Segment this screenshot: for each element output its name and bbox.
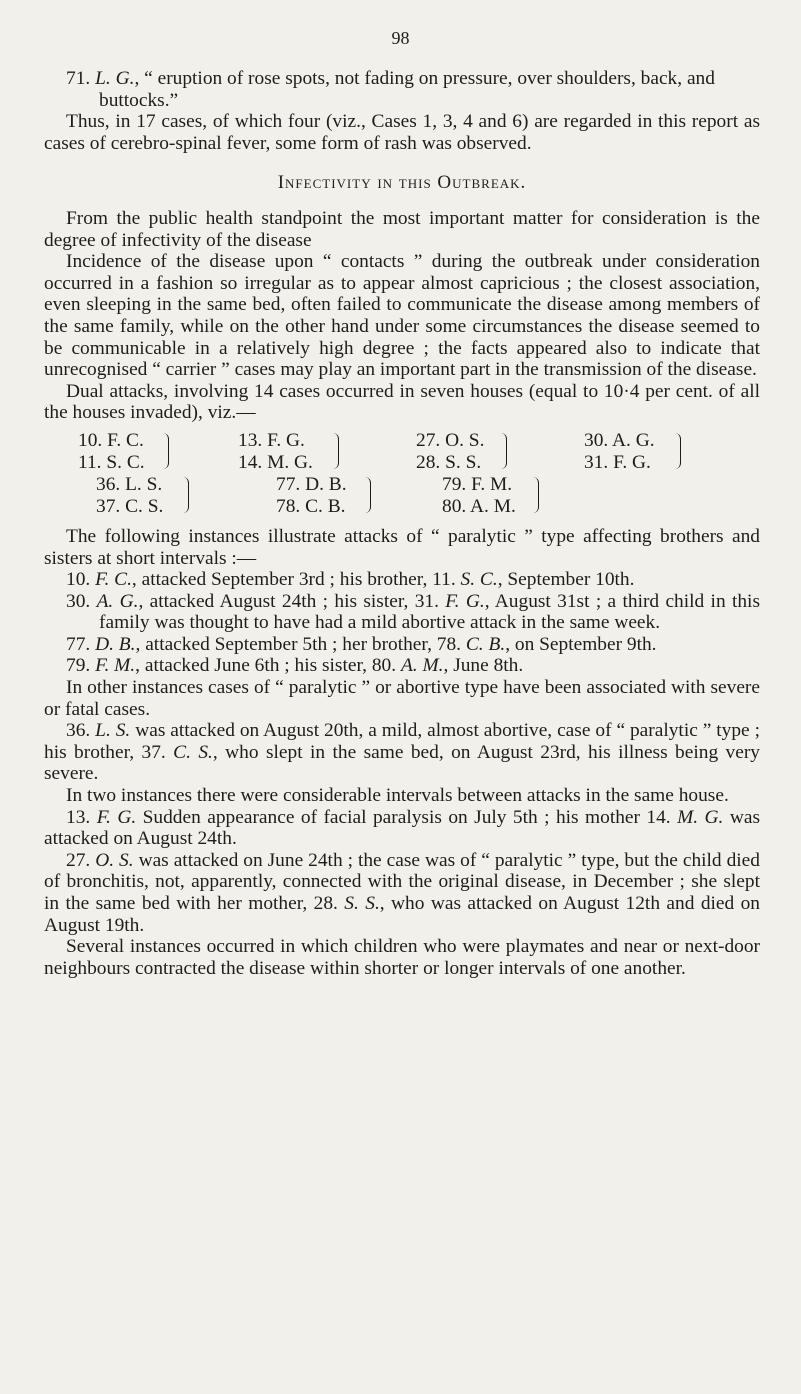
pair-entry: 13. F. G. <box>238 429 305 451</box>
pair-entry: 79. F. M. <box>442 473 513 495</box>
pair-group <box>238 430 313 474</box>
case-text: , June 8th. <box>443 655 524 677</box>
case-number: 10. <box>66 569 96 591</box>
case-number: 71. <box>66 68 96 89</box>
brace-icon <box>674 433 681 469</box>
case-initials: F. M. <box>95 655 136 677</box>
dual-attack-pairs <box>44 430 760 518</box>
case-text: , on September 9th. <box>505 633 657 655</box>
paragraph-following: The following instances illustrate attacks of “ paralytic ” type affecting brothers and sisters at short intervals :— <box>44 525 760 569</box>
case-text: , September 10th. <box>497 569 635 591</box>
case-initials: M. G. <box>677 806 724 828</box>
case-initials: D. B. <box>95 633 136 655</box>
pairs-row-2 <box>44 474 760 518</box>
case-initials: L. S. <box>95 720 131 742</box>
brace-icon <box>532 477 539 513</box>
pair-entry: 11. S. C. <box>78 451 145 473</box>
case-text: was attacked on August 20th, a mild, almost abortive, case of “ paralytic ” type ; his brother, 37. <box>44 720 760 763</box>
page-number: 98 <box>391 28 410 48</box>
case-number: 27. <box>66 849 96 871</box>
case-text: , attacked September 5th ; her brother, 78. <box>135 633 466 655</box>
case-text: , who was attacked on August 12th and died on August 19th. <box>44 893 760 936</box>
case-initials: F. G. <box>96 806 137 828</box>
case-initials: F. G. <box>445 590 485 612</box>
brace-icon <box>332 433 339 469</box>
case-10-paragraph <box>44 569 760 591</box>
case-text: , attacked August 24th ; his sister, 31. <box>138 590 446 612</box>
brace-icon <box>182 477 189 513</box>
case-text: , attacked September 3rd ; his brother, 11. <box>131 569 461 591</box>
case-71-paragraph <box>44 68 760 111</box>
pair-entry: 80. A. M. <box>442 495 516 517</box>
case-initials: F. C. <box>95 569 132 591</box>
pair-entry: 77. D. B. <box>276 473 347 495</box>
case-text: , “ eruption of rose spots, not fading on pressure, over shoulders, back, and buttocks.” <box>99 68 715 111</box>
pair-entry: 27. O. S. <box>416 429 485 451</box>
case-36-paragraph <box>44 720 760 785</box>
pair-group <box>276 474 347 518</box>
pair-group <box>442 474 516 518</box>
pair-entry: 30. A. G. <box>584 429 655 451</box>
case-number: 13. <box>66 806 97 828</box>
pair-entry: 14. M. G. <box>238 451 313 473</box>
case-number: 79. <box>66 655 96 677</box>
paragraph-two-instances: In two instances there were considerable intervals between attacks in the same house. <box>66 785 729 807</box>
paragraph-dual-attacks: Dual attacks, involving 14 cases occurred in seven houses (equal to 10·4 per cent. of all the houses invaded), viz.— <box>44 380 760 424</box>
brace-icon <box>162 433 169 469</box>
case-text: Sudden appearance of facial paralysis on July 5th ; his mother 14. <box>136 806 678 828</box>
pair-group <box>96 474 163 518</box>
case-initials: O. S. <box>95 849 134 871</box>
case-30-paragraph <box>44 591 760 634</box>
pair-entry: 36. L. S. <box>96 473 163 495</box>
paragraph-incidence: Incidence of the disease upon “ contacts ” during the outbreak under consideration occurred in a fashion so irregular as to appear almost capricious ; the closest association, even sleeping in the same bed, often failed to communicate the disease among members of the same family, while on the other hand under some circumstances the disease seemed to be communicable in a relatively high degree ; the facts appeared also to indicate that unrecognised “ carrier ” cases may play an important part in the transmission of the disease. <box>44 251 760 381</box>
case-initials: A. M. <box>400 655 444 677</box>
case-79-paragraph <box>44 655 760 677</box>
case-13-paragraph <box>44 807 760 850</box>
pair-entry: 31. F. G. <box>584 451 651 473</box>
case-number: 30. <box>66 590 97 612</box>
pair-group <box>416 430 484 474</box>
case-text: , attacked June 6th ; his sister, 80. <box>135 655 401 677</box>
case-initials: C. B. <box>465 633 506 655</box>
paragraph-several-instances: Several instances occurred in which children who were playmates and near or next-door neighbours contracted the disease within shorter or longer intervals of one another. <box>44 936 760 979</box>
case-77-paragraph <box>44 634 760 656</box>
case-text: was attacked on August 24th. <box>44 806 761 850</box>
pair-group <box>584 430 655 474</box>
brace-icon <box>364 477 371 513</box>
section-heading: Infectivity in this Outbreak. <box>277 172 527 194</box>
brace-icon <box>500 433 507 469</box>
case-initials: C. S. <box>173 741 213 763</box>
pair-entry: 78. C. B. <box>276 495 346 517</box>
pair-entry: 10. F. C. <box>78 429 144 451</box>
body-text <box>44 68 760 979</box>
pair-entry: 28. S. S. <box>416 451 482 473</box>
case-number: 77. <box>66 633 96 655</box>
pair-group <box>78 430 145 474</box>
case-initials: S. S. <box>344 893 380 914</box>
case-initials: S. C. <box>460 569 498 591</box>
case-27-paragraph <box>44 850 760 936</box>
case-initials: L. G. <box>95 68 135 89</box>
case-number: 36. <box>66 720 96 742</box>
case-initials: A. G. <box>96 590 139 612</box>
paragraph-other-instances: In other instances cases of “ paralytic ” or abortive type have been associated with severe or fatal cases. <box>44 677 760 720</box>
case-text: was attacked on June 24th ; the case was of “ paralytic ” type, but the child died of bronchitis, not, apparently, connected with the original disease, in December ; she slept in the same bed with her mother, 28. <box>44 849 760 914</box>
pair-entry: 37. C. S. <box>96 495 164 517</box>
paragraph-standpoint: From the public health standpoint the most important matter for consideration is the degree of infectivity of the disease <box>44 207 760 251</box>
pairs-row-1 <box>44 430 760 474</box>
case-text: , August 31st ; a third child in this family was thought to have had a mild abortive attack in the same week. <box>99 590 760 634</box>
paragraph-thus: Thus, in 17 cases, of which four (viz., Cases 1, 3, 4 and 6) are regarded in this report as cases of cerebro-spinal fever, some form of rash was observed. <box>44 111 760 154</box>
case-text: , who slept in the same bed, on August 23rd, his illness being very severe. <box>44 741 761 785</box>
